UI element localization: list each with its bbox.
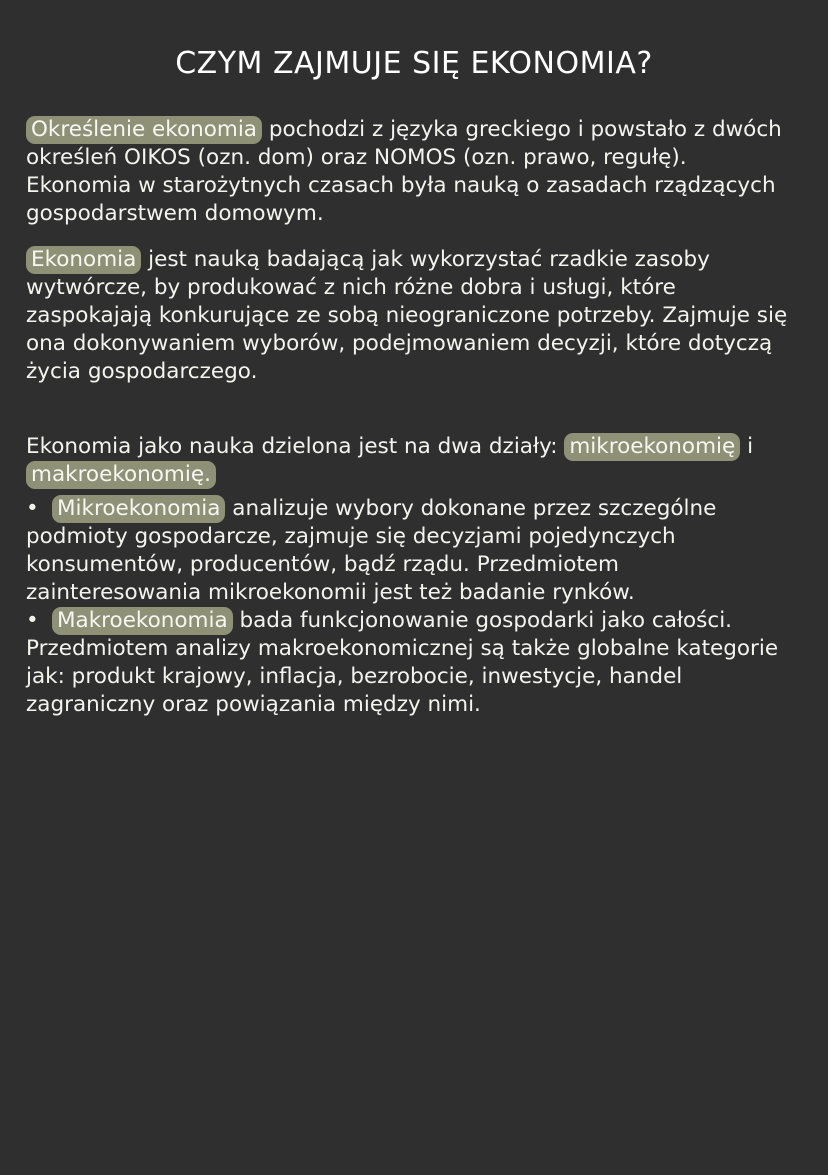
- highlight-makroekonomia: Makroekonomia: [52, 607, 233, 635]
- paragraph-ekonomia: [26, 246, 792, 386]
- paragraph-dzialy-lead: Ekonomia jako nauka dzielona jest na dwa działy:: [26, 434, 565, 460]
- slide-body: [24, 116, 804, 719]
- paragraph-definition: [26, 116, 792, 228]
- section-spacer: [26, 403, 792, 433]
- page-title: CZYM ZAJMUJE SIĘ EKONOMIA?: [175, 46, 653, 81]
- paragraph-ekonomia-text: jest nauką badającą jak wykorzystać rzadkie zasoby wytwórcze, by produkować z nich różne dobra i usługi, które zaspokajają konkurujące ze sobą nieograniczone potrzeby. Zajmuje się ona dokonywaniem wyborów, podejmowaniem decyzji, które dotyczą życia gospodarczego.: [26, 246, 788, 384]
- list-item: [26, 495, 792, 607]
- definitions-list: [26, 495, 792, 719]
- highlight-mikroekonomia: Mikroekonomia: [52, 495, 225, 523]
- list-item-text: bada funkcjonowanie gospodarki jako całości. Przedmiotem analizy makroekonomicznej są także globalne kategorie jak: produkt krajowy, inflacja, bezrobocie, inwestycje, handel zagraniczny oraz powiązania między nimi.: [26, 608, 779, 717]
- list-item-text: analizuje wybory dokonane przez szczególne podmioty gospodarcze, zajmuje się decyzjami pojedynczych konsumentów, producentów, bądź rządu. Przedmiotem zainteresowania mikroekonomii jest też badanie rynków.: [26, 496, 717, 606]
- paragraph-dzialy-conjunction: i: [740, 434, 754, 460]
- paragraph-dzialy: [26, 433, 792, 489]
- bullet-icon: •: [26, 496, 39, 522]
- paragraph-definition-text: pochodzi z języka greckiego i powstało z dwóch określeń OIKOS (ozn. dom) oraz NOMOS (ozn. prawo, regułę). Ekonomia w starożytnych czasach była nauką o zasadach rządzących gospodarstwem domowym.: [26, 117, 782, 226]
- highlight-okreslenie-ekonomia: Określenie ekonomia: [26, 116, 262, 144]
- highlight-makroekonomie: makroekonomię.: [26, 461, 216, 489]
- list-item: [26, 607, 792, 719]
- bullet-icon: •: [26, 608, 39, 634]
- highlight-ekonomia: Ekonomia: [26, 246, 141, 274]
- highlight-mikroekonomie: mikroekonomię: [564, 433, 740, 461]
